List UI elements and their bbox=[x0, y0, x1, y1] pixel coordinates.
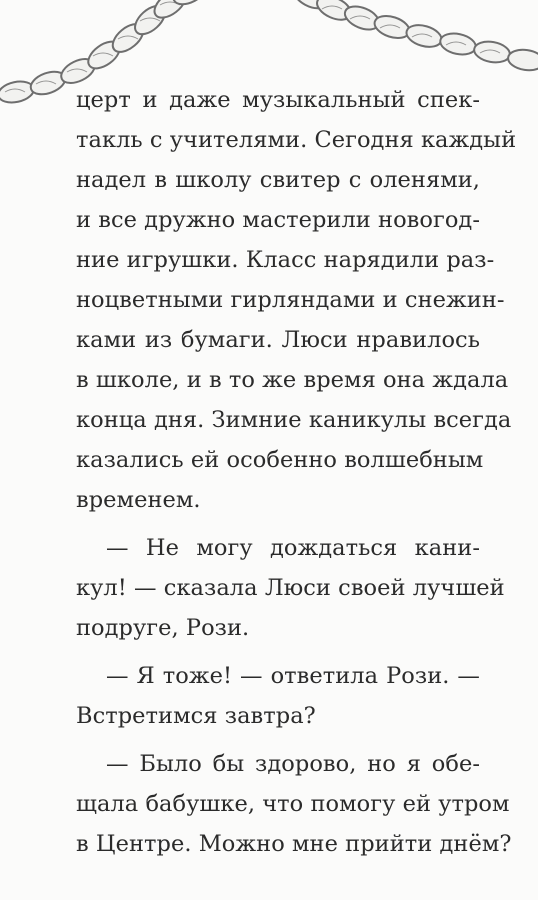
text-line: щала бабушке, что помогу ей утром bbox=[76, 791, 510, 817]
text-line: ноцветными гирляндами и снежин- bbox=[76, 287, 505, 313]
text-line: и все дружно мастерили новогод- bbox=[76, 207, 480, 233]
dialogue-line: — Было бы здорово, но я обе- bbox=[106, 751, 480, 777]
text-line: Встретимся завтра? bbox=[76, 703, 316, 729]
text-line: в школе, и в то же время она ждала bbox=[76, 367, 509, 393]
dialogue-line: — Не могу дождаться кани- bbox=[106, 535, 480, 561]
text-line: кул! — сказала Люси своей лучшей bbox=[76, 575, 505, 601]
paragraph-2 bbox=[76, 528, 505, 648]
paragraph-3 bbox=[76, 656, 480, 736]
dialogue-line: — Я тоже! — ответила Рози. — bbox=[106, 663, 480, 689]
text-line: подруге, Рози. bbox=[76, 615, 250, 641]
book-text bbox=[76, 80, 517, 864]
paragraph-1 bbox=[76, 80, 517, 520]
text-line: такль с учителями. Сегодня каждый bbox=[76, 127, 517, 153]
text-line: ние игрушки. Класс нарядили раз- bbox=[76, 247, 495, 273]
text-line: в Центре. Можно мне прийти днём? bbox=[76, 831, 512, 857]
text-line: временем. bbox=[76, 487, 201, 513]
text-line: ками из бумаги. Люси нравилось bbox=[76, 327, 480, 353]
text-line: казались ей особенно волшебным bbox=[76, 447, 484, 473]
text-line: церт и даже музыкальный спек- bbox=[76, 87, 480, 113]
text-line: надел в школу свитер с оленями, bbox=[76, 167, 480, 193]
paragraph-4 bbox=[76, 744, 512, 864]
text-line: конца дня. Зимние каникулы всегда bbox=[76, 407, 512, 433]
